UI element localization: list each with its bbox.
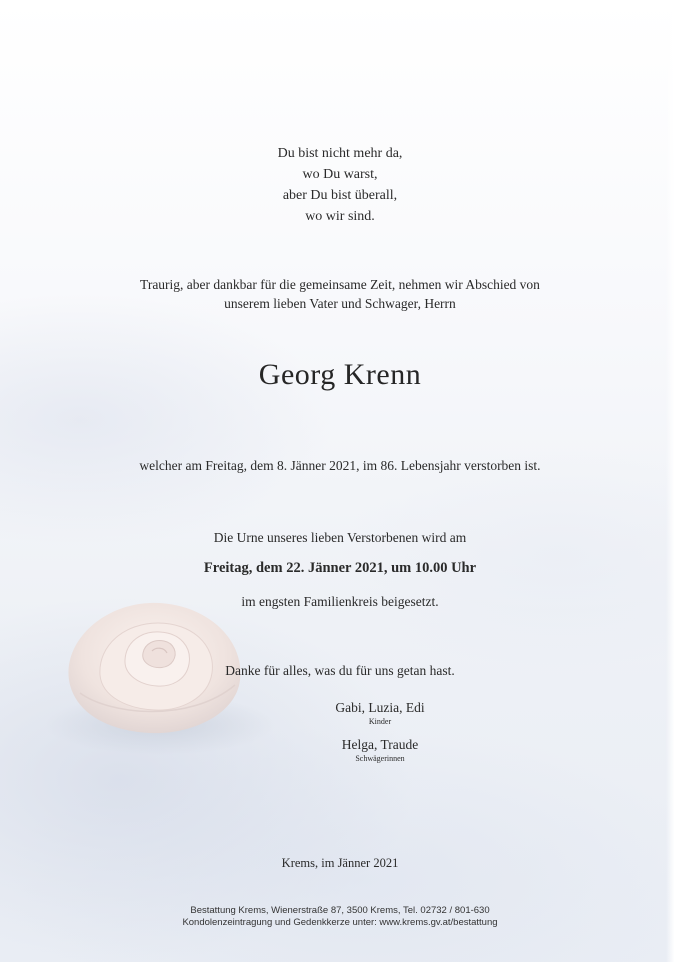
poem [0,143,680,227]
intro-line-2: unserem lieben Vater und Schwager, Herrn [224,296,456,311]
intro-line-1: Traurig, aber dankbar für die gemeinsame Zeit, nehmen wir Abschied von [140,277,540,292]
signer-group-sisters-in-law [40,737,680,763]
signer-names: Gabi, Luzia, Edi [335,700,425,715]
urn-intro: Die Urne unseres lieben Verstorbenen wird am [213,530,467,545]
burial-location: im engsten Familienkreis beigesetzt. [241,594,439,609]
thanks-text: Danke für alles, was du für uns getan hast. [225,663,455,678]
footer-line-1: Bestattung Krems, Wienerstraße 87, 3500 Krems, Tel. 02732 / 801-630 [190,905,490,916]
footer-line-2: Kondolenzeintragung und Gedenkkerze unter: www.krems.gv.at/bestattung [182,917,498,928]
signer-role: Schwägerinnen [355,754,405,763]
poem-line: aber Du bist überall, [282,188,398,203]
signer-names: Helga, Traude [341,737,419,752]
poem-line: wo Du warst, [302,167,378,182]
intro-text [0,275,680,313]
death-notice: welcher am Freitag, dem 8. Jänner 2021, im 86. Lebensjahr verstorben ist. [139,458,541,473]
signer-group-children [40,700,680,726]
deceased-name: Georg Krenn [258,358,422,391]
signer-role: Kinder [368,717,392,726]
poem-line: wo wir sind. [305,209,375,224]
poem-line: Du bist nicht mehr da, [277,146,403,161]
burial-date: Freitag, dem 22. Jänner 2021, um 10.00 Uhr [203,560,477,576]
footer [0,905,680,929]
place-date: Krems, im Jänner 2021 [281,856,399,870]
